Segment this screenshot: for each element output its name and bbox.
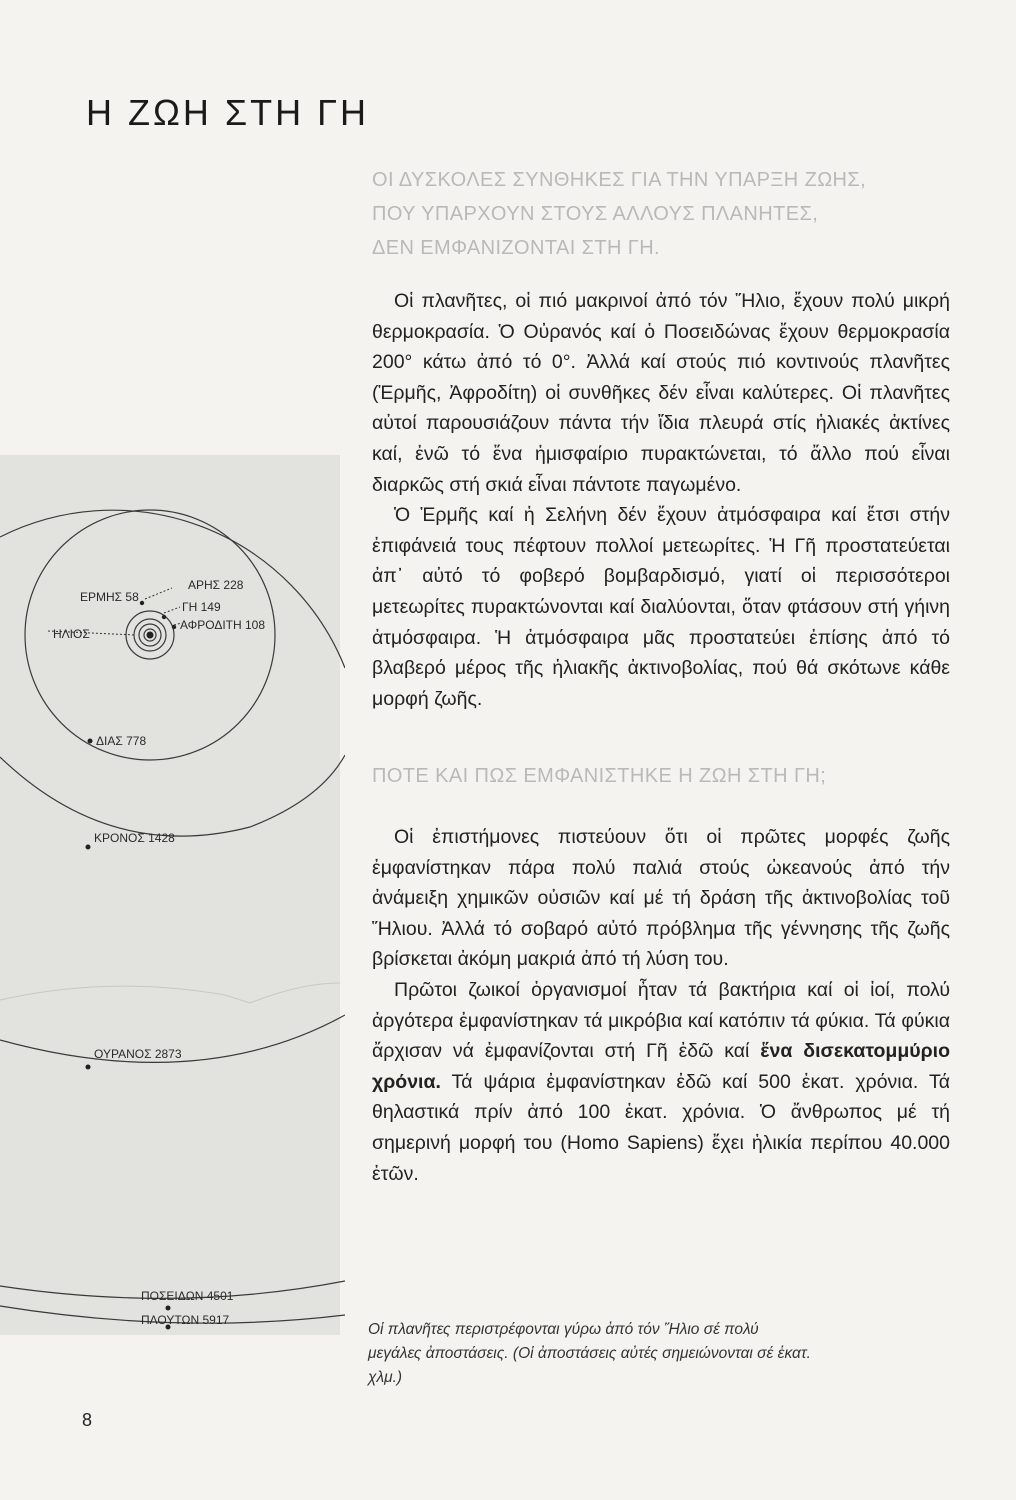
highlighted-phrase: ἕνα δισεκατομμύριο χρόνια.	[372, 1040, 951, 1093]
venus-icon	[172, 625, 176, 629]
figure-caption: Οἱ πλανῆτες περιστρέφονται γύρω ἀπό τόν Ἥλιο σέ πολύ μεγάλες ἀποστάσεις. (Οἱ ἀποστάσεις αὐτές σημειώνονται σέ ἑκατ. χλμ.)	[368, 1321, 811, 1386]
page-title: Η ΖΩΗ ΣΤΗ ΓΗ	[86, 92, 369, 133]
section1-heading: ΟΙ ΔΥΣΚΟΛΕΣ ΣΥΝΘΗΚΕΣ ΓΙΑ ΤΗΝ ΥΠΑΡΞΗ ΖΩΗΣ, ΠΟΥ ΥΠΑΡΧΟΥΝ ΣΤΟΥΣ ΑΛΛΟΥΣ ΠΛΑΝΗΤΕΣ, ΔΕΝ ΕΜΦΑΝΙΖΟΝΤΑΙ ΣΤΗ ΓΗ.	[372, 169, 867, 259]
paragraph: Οἱ ἐπιστήμονες πιστεύουν ὅτι οἱ πρῶτες μορφές ζωῆς ἐμφανίστηκαν πάρα πολύ παλιά στούς ὠκεανούς ἀπό τήν ἀνάμειξη χημικῶν οὐσιῶν καί μέ τή δράση τῆς ἀκτινοβολίας τοῦ Ἥλιου. Ἀλλά τό σοβαρό αὐτό πρόβλημα τῆς γέννησης τῆς ζωῆς βρίσκεται ἀκόμη μακριά ἀπό τή λύση του.	[372, 826, 950, 971]
saturn-icon	[86, 845, 91, 850]
sun-icon	[147, 632, 154, 639]
paragraph: Ὁ Ἑρμῆς καί ἡ Σελήνη δέν ἔχουν ἀτμόσφαιρα καί ἔτσι στήν ἐπιφάνειά τους πέφτουν πολλοί μετεωρίτες. Ἡ Γῆ προστατεύεται ἀπ᾿ αὐτό τό φοβερό βομβαρδισμό, γιατί οἱ περισσότεροι μετεωρίτες πυρακτώνονται καί διαλύονται, ὅταν φτάσουν στή γήινη ἀτμόσφαιρα. Ἡ ἀτμόσφαιρα μᾶς προστατεύει ἐπίσης ἀπό τό βλαβερό μέρος τῆς ἡλιακῆς ἀκτινοβολίας, πού θά σκότωνε κάθε μορφή ζωῆς.	[372, 504, 950, 710]
label-mars: ΑΡΗΣ 228	[188, 578, 244, 592]
section1-body	[372, 286, 950, 714]
diagram-background	[0, 455, 340, 1335]
solar-system-diagram	[0, 455, 345, 1395]
label-saturn: ΚΡΟΝΟΣ 1428	[94, 831, 175, 845]
mercury-icon	[140, 601, 144, 605]
uranus-icon	[86, 1065, 91, 1070]
label-jupiter: ΔΙΑΣ 778	[96, 734, 147, 748]
label-earth: ΓΗ 149	[182, 600, 221, 614]
neptune-icon	[166, 1306, 171, 1311]
label-sun: ΗΛΙΟΣ	[53, 627, 90, 641]
label-pluto: ΠΛΟΥΤΩΝ 5917	[141, 1313, 230, 1327]
paragraph: Οἱ πλανῆτες, οἱ πιό μακρινοί ἀπό τόν Ἥλιο, ἔχουν πολύ μικρή θερμοκρασία. Ὁ Οὐρανός καί ὁ Ποσειδώνας ἔχουν θερμοκρασία 200° κάτω ἀπό τό 0°. Ἀλλά καί στούς πιό κοντινούς πλανῆτες (Ἑρμῆς, Ἀφροδίτη) οἱ συνθῆκες δέν εἶναι καλύτερες. Οἱ πλανῆτες αὐτοί παρουσιάζουν πάντα τήν ἴδια πλευρά στίς ἡλιακές ἀκτίνες καί, ἐνῶ τό ἕνα ἡμισφαίριο πυρακτώνεται, τό ἄλλο πού εἶναι διαρκῶς στή σκιά εἶναι πάντοτε παγωμένο.	[372, 290, 950, 496]
paragraph: Πρῶτοι ζωικοί ὀργανισμοί ἦταν τά βακτήρια καί οἱ ἰοί, πολύ ἀργότερα ἐμφανίστηκαν τά μικρόβια καί κατόπιν τά φύκια. Τά φύκια ἄρχισαν νά ἐμφανίζονται στή Γῆ ἐδῶ καί ἕνα δισεκατομμύριο χρόνια. Τά ψάρια ἐμφανίστηκαν ἐδῶ καί 500 ἑκατ. χρόνια. Τά θηλαστικά πρίν ἀπό 100 ἑκατ. χρόνια. Ὁ ἄνθρωπος μέ τή σημερινή μορφή του (Homo Sapiens) ἔχει ἡλικία περίπου 40.000 ἐτῶν.	[372, 978, 951, 1185]
page-number: 8	[82, 1410, 93, 1430]
label-uranus: ΟΥΡΑΝΟΣ 2873	[94, 1047, 182, 1061]
label-venus: ΑΦΡΟΔΙΤΗ 108	[180, 618, 266, 632]
label-neptune: ΠΟΣΕΙΔΩΝ 4501	[141, 1289, 234, 1303]
section2-heading: ΠΟΤΕ ΚΑΙ ΠΩΣ ΕΜΦΑΝΙΣΤΗΚΕ Η ΖΩΗ ΣΤΗ ΓΗ;	[372, 765, 827, 787]
section2-body	[372, 822, 950, 1189]
earth-icon	[162, 615, 166, 619]
jupiter-icon	[88, 739, 93, 744]
label-mercury: ΕΡΜΗΣ 58	[80, 590, 139, 604]
